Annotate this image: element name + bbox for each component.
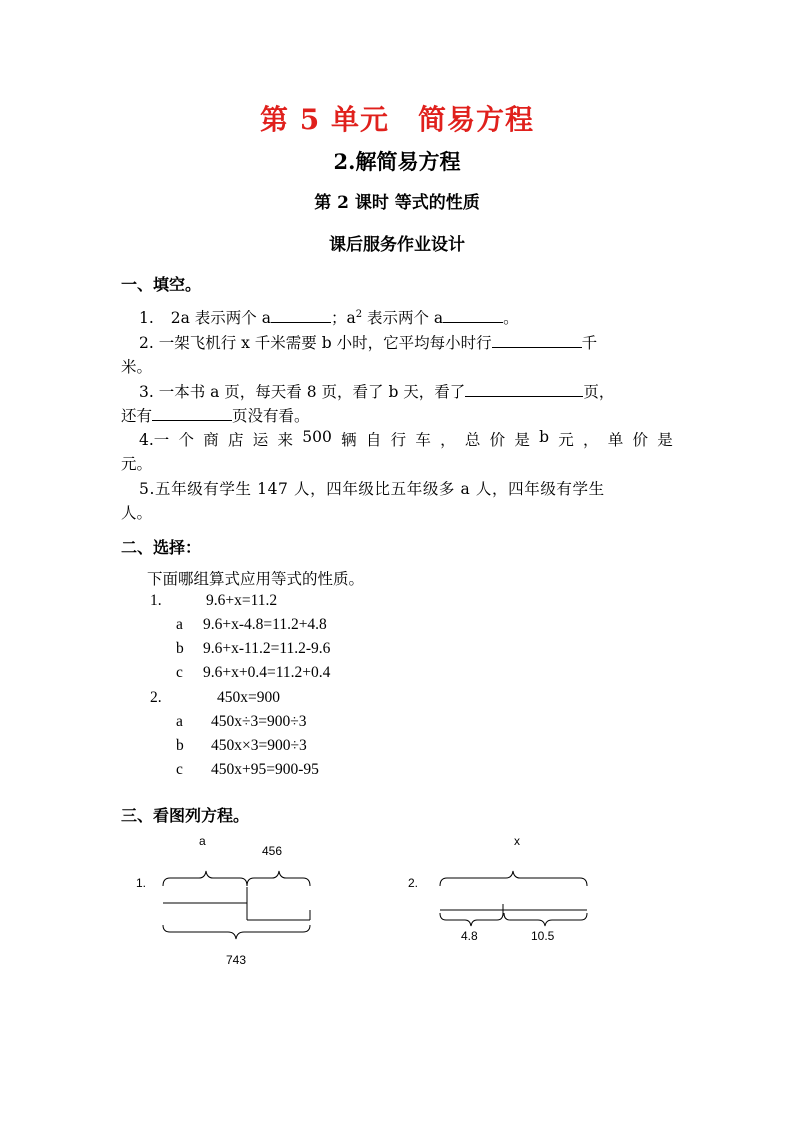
q4-segment: 500 xyxy=(302,428,332,446)
q2-end: 千 xyxy=(581,334,598,352)
question-5: 5.五年级有学生 147 人，四年级比五年级多 a 人，四年级有学生 xyxy=(139,480,605,498)
fill-blank-heading: 一、填空。 xyxy=(121,275,202,294)
choice-q1-option-text[interactable]: 9.6+x+0.4=11.2+0.4 xyxy=(203,664,331,681)
diagram-heading: 三、看图列方程。 xyxy=(121,806,250,825)
q1-number: 1. xyxy=(139,309,154,327)
choice-q2-equation: 450x=900 xyxy=(217,689,280,706)
q1-sep: ；a xyxy=(330,309,356,327)
diagram-2-label-10-5: 10.5 xyxy=(531,929,555,943)
choice-q2-option-text[interactable]: 450x+95=900-95 xyxy=(211,761,319,778)
section-subtitle: 2.解简易方程 xyxy=(333,149,461,174)
q5-continuation: 人。 xyxy=(121,504,153,522)
q4-segment: 元 xyxy=(558,431,574,449)
diagram-2-label-x: x xyxy=(514,834,520,848)
q2-text: 2. 一架飞机行 x 千米需要 b 小时，它平均每小时行 xyxy=(139,334,492,352)
diagram-2-number: 2. xyxy=(408,876,419,890)
q4-segment: 车 xyxy=(415,431,431,449)
q4-segment: b xyxy=(539,428,550,446)
q4-segment: 运 xyxy=(252,431,269,449)
diagram-1-brace-total xyxy=(163,925,310,939)
choice-q1-option-label[interactable]: c xyxy=(176,664,183,681)
q1-text-a: 2a 表示两个 a xyxy=(170,309,271,327)
diagram-1-number: 1. xyxy=(136,876,147,890)
diagram-1-brace-a xyxy=(163,871,247,886)
q4-segment: 辆 xyxy=(341,431,357,449)
diagram-2-label-4-8: 4.8 xyxy=(461,929,478,943)
choice-q2-option-label[interactable]: c xyxy=(176,761,183,778)
q4-segment: 4.一 xyxy=(139,431,170,449)
q4-segment: 行 xyxy=(390,431,407,449)
q3-text: 3. 一本书 a 页，每天看 8 页，看了 b 天，看了 xyxy=(139,383,466,401)
diagram-1-brace-456 xyxy=(247,871,310,886)
q4-segment: 价 xyxy=(489,431,506,449)
q1-superscript: 2 xyxy=(355,308,363,320)
choice-q1-option-text[interactable]: 9.6+x-4.8=11.2+4.8 xyxy=(203,616,327,633)
diagram-1-label-456: 456 xyxy=(262,844,283,858)
diagram-2-brace-x xyxy=(440,871,587,886)
q4-segment: 商 xyxy=(203,431,219,449)
q3-end: 页， xyxy=(583,383,615,401)
q3-text-c: 页没有看。 xyxy=(232,407,310,425)
choice-q2-option-text[interactable]: 450x×3=900÷3 xyxy=(211,737,307,754)
q4-segment: 总 xyxy=(464,431,481,449)
diagram-1-label-743: 743 xyxy=(226,953,247,967)
choice-q2-number: 2. xyxy=(150,689,162,706)
q4-segment: 来 xyxy=(277,431,294,449)
choice-prompt: 下面哪组算式应用等式的性质。 xyxy=(147,570,365,588)
q4-segment: ， xyxy=(440,431,456,449)
design-title: 课后服务作业设计 xyxy=(329,235,465,255)
q4-continuation: 元。 xyxy=(121,455,153,473)
choice-q1-number: 1. xyxy=(150,592,162,609)
q1-text-b: 表示两个 a xyxy=(362,309,444,327)
unit-title: 第 5 单元 简易方程 xyxy=(260,103,534,136)
q4-segment: ， xyxy=(583,431,599,449)
choice-q1-equation: 9.6+x=11.2 xyxy=(206,592,278,609)
choice-q2-option-text[interactable]: 450x÷3=900÷3 xyxy=(211,713,307,730)
q3-text-b: 还有 xyxy=(121,407,153,425)
choice-q1-option-text[interactable]: 9.6+x-11.2=11.2-9.6 xyxy=(203,640,331,657)
diagram-2-brace-10-5 xyxy=(504,913,587,926)
q4-segment: 自 xyxy=(365,431,382,449)
q4-segment: 个 xyxy=(178,431,195,449)
q4-segment: 是 xyxy=(657,431,673,449)
choice-heading: 二、选择： xyxy=(121,538,202,557)
choice-q2-option-label[interactable]: b xyxy=(176,737,184,754)
q2-continuation: 米。 xyxy=(121,358,153,376)
lesson-title: 第 2 课时 等式的性质 xyxy=(314,193,480,213)
choice-q2-option-label[interactable]: a xyxy=(176,713,183,730)
diagram-2-brace-4-8 xyxy=(440,913,503,926)
q4-segment: 价 xyxy=(632,431,649,449)
q1-end: 。 xyxy=(503,309,519,327)
choice-q1-option-label[interactable]: b xyxy=(176,640,184,657)
q4-segment: 是 xyxy=(514,431,530,449)
q4-segment: 店 xyxy=(228,431,244,449)
choice-q1-option-label[interactable]: a xyxy=(176,616,183,633)
q4-segment: 单 xyxy=(607,431,624,449)
diagram-1-label-a: a xyxy=(199,834,206,848)
